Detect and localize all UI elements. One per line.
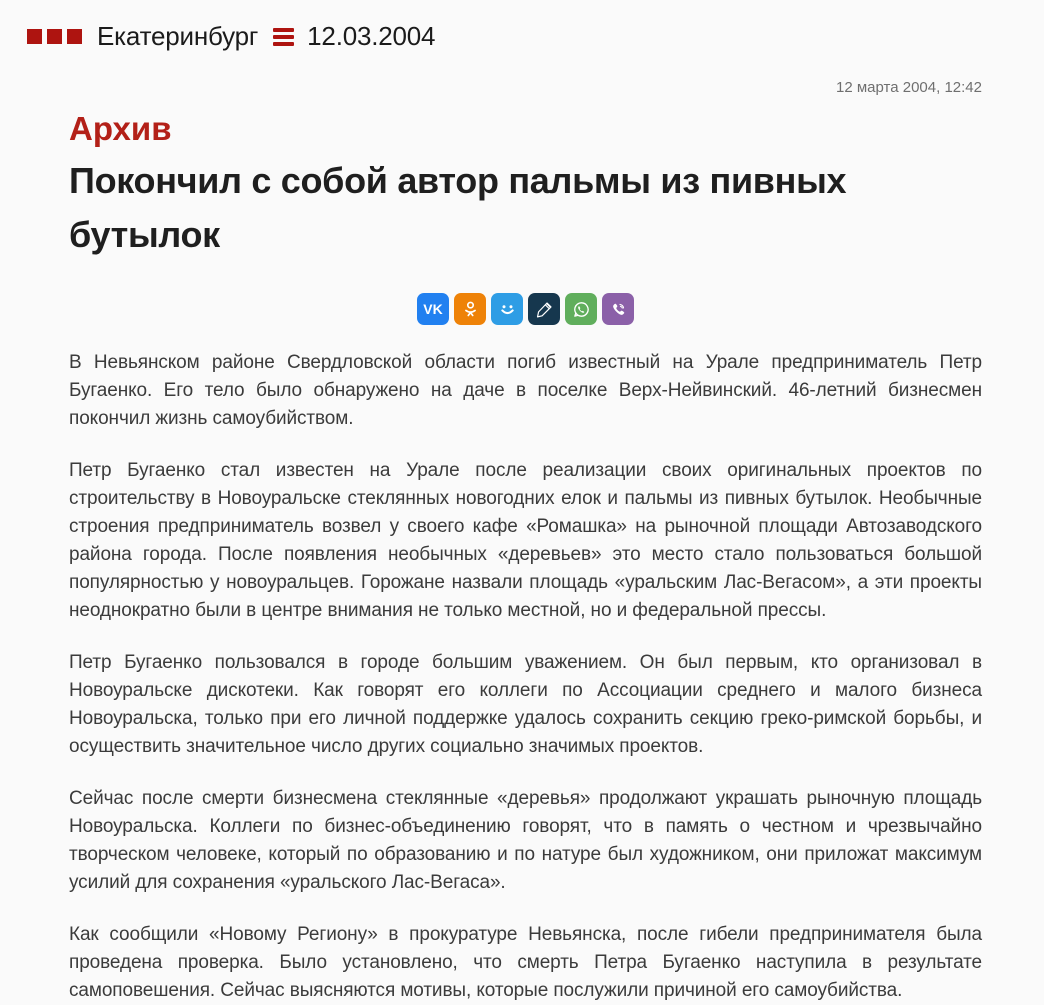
- share-whatsapp-button[interactable]: [565, 293, 597, 325]
- logo-square-icon: [47, 29, 62, 44]
- phone-bubble-icon: [572, 300, 591, 319]
- article-paragraph: В Невьянском районе Свердловской области погиб известный на Урале предприниматель Петр Бугаенко. Его тело было обнаружено на даче в поселке Верх-Нейвинский. 46-летний бизнесмен покончил жизнь самоубийством.: [69, 352, 982, 430]
- article-paragraph: Сейчас после смерти бизнесмена стеклянные «деревья» продолжают украшать рыночную площадь Новоуральска. Коллеги по бизнес-объединению говорят, что в память о честном и чрезвычайно творческом человеке, который по образованию и по натуре был художником, они приложат максимум усилий для сохранения «уральского Лас-Вегаса».: [69, 788, 982, 894]
- article-body: [69, 349, 982, 1005]
- header-date: 12.03.2004: [307, 21, 436, 51]
- pencil-icon: [535, 300, 554, 319]
- share-odnoklassniki-button[interactable]: [454, 293, 486, 325]
- logo-square-icon: [27, 29, 42, 44]
- menu-hamburger-icon[interactable]: [273, 26, 294, 48]
- publish-timestamp: 12 марта 2004, 12:42: [836, 79, 982, 96]
- share-viber-button[interactable]: [602, 293, 634, 325]
- article-title: Покончил с собой автор пальмы из пивных бутылок: [69, 160, 847, 256]
- odnoklassniki-person-icon: [461, 300, 480, 319]
- city-label[interactable]: Екатеринбург: [97, 21, 259, 51]
- article-paragraph: Петр Бугаенко стал известен на Урале после реализации своих оригинальных проектов по строительству в Новоуральске стеклянных новогодних елок и пальмы из пивных бутылок. Необычные строения предприниматель возвел у своего кафе «Ромашка» на рыночной площади Автозаводского района города. После появления необычных «деревьев» это место стало пользоваться большой популярностью у новоуральцев. Горожане назвали площадь «уральским Лас-Вегасом», а эти проекты неоднократно были в центре внимания не только местной, но и федеральной прессы.: [69, 460, 982, 622]
- share-livejournal-button[interactable]: [528, 293, 560, 325]
- share-bar: [69, 293, 982, 325]
- share-vk-button[interactable]: [417, 293, 449, 325]
- rubric-link[interactable]: Архив: [69, 110, 172, 147]
- article-paragraph: Петр Бугаенко пользовался в городе большим уважением. Он был первым, кто организовал в Новоуральске дискотеки. Как говорят его коллеги по Ассоциации среднего и малого бизнеса Новоуральска, только при его личной поддержке удалось сохранить секцию греко-римской борьбы, и осуществить значительное число других социально значимых проектов.: [69, 652, 982, 758]
- phone-waves-icon: [609, 300, 628, 319]
- article-paragraph: Как сообщили «Новому Региону» в прокуратуре Невьянска, после гибели предпринимателя была проведена проверка. Было установлено, что смерть Петра Бугаенко наступила в результате самоповешения. Сейчас выясняются мотивы, которые послужили причиной его самоубийства.: [69, 924, 982, 1002]
- site-header: [0, 0, 1044, 52]
- article-container: [69, 79, 982, 1005]
- share-my-world-button[interactable]: [491, 293, 523, 325]
- logo-square-icon: [67, 29, 82, 44]
- smiley-icon: [498, 300, 517, 319]
- site-logo-squares-icon[interactable]: [27, 29, 82, 44]
- vk-logo-icon: VK: [423, 301, 443, 318]
